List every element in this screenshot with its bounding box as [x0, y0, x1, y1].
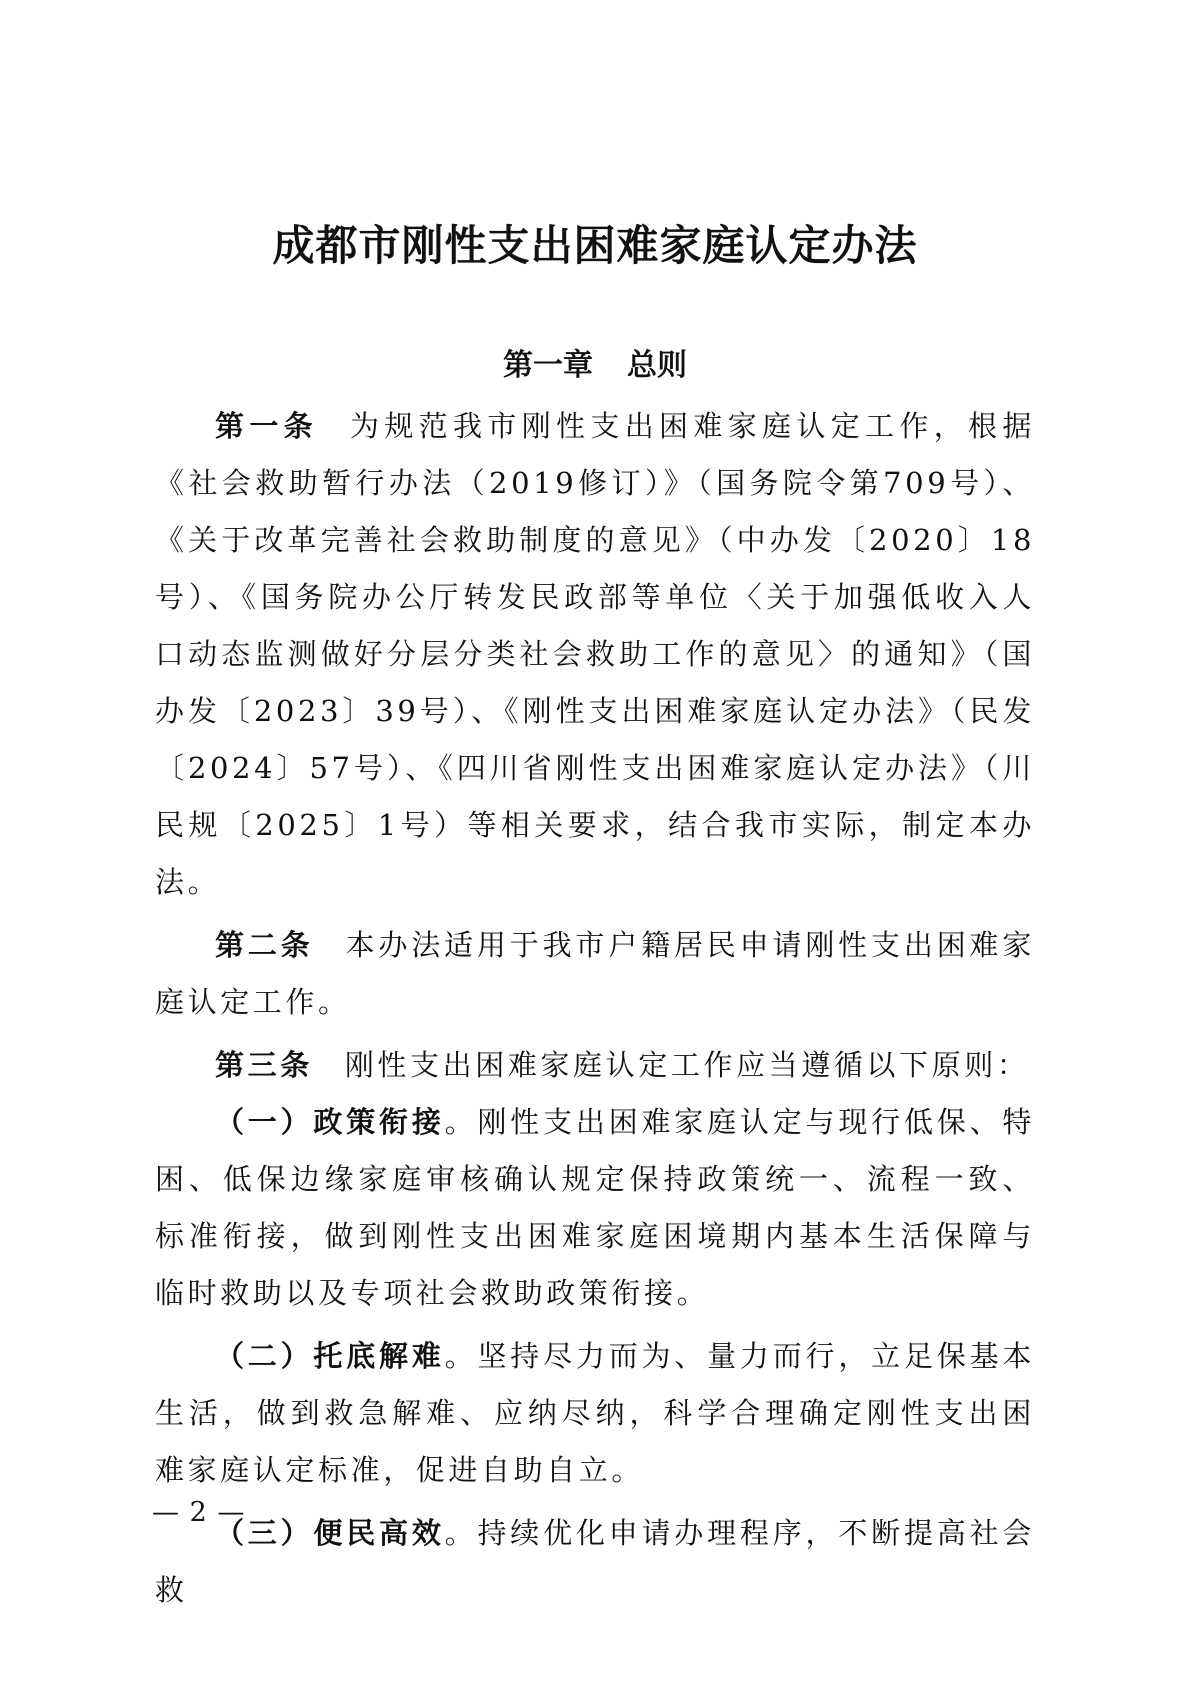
principle-text: 。坚持尽力而为、量力而行，立足保基本生活，做到救急解难、应纳尽纳，科学合理确定刚性支出困难家庭认定标准，促进自助自立。	[155, 1339, 1035, 1487]
article-text: 刚性支出困难家庭认定工作应当遵循以下原则：	[344, 1048, 1030, 1082]
principle-label: （二）托底解难	[215, 1339, 445, 1373]
principle-item-1	[155, 1094, 1035, 1322]
chapter-heading	[0, 344, 1190, 388]
document-title: 成都市刚性支出困难家庭认定办法	[272, 221, 918, 270]
article-label: 第三条	[215, 1048, 313, 1082]
principle-item-2	[155, 1328, 1035, 1499]
article-text: 为规范我市刚性支出困难家庭认定工作，根据《社会救助暂行办法（2019修订）》（国务院令第709号）、《关于改革完善社会救助制度的意见》（中办发〔2020〕18号）、《国务院办公厅转发民政部等单位〈关于加强低收入人口动态监测做好分层分类社会救助工作的意见〉的通知》（国办发〔2023〕39号）、《刚性支出困难家庭认定办法》（民发〔2024〕57号）、《四川省刚性支出困难家庭认定办法》（川民规〔2025〕1号）等相关要求，结合我市实际，制定本办法。	[155, 409, 1035, 899]
principle-item-3	[155, 1505, 1035, 1619]
article-label: 第二条	[215, 928, 314, 962]
article-2	[155, 917, 1035, 1031]
chapter-number: 第一章	[503, 348, 593, 383]
principle-text: 。持续优化申请办理程序，不断提高社会救	[155, 1516, 1035, 1607]
article-1	[155, 398, 1035, 911]
article-label: 第一条	[215, 409, 319, 443]
article-text: 本办法适用于我市户籍居民申请刚性支出困难家庭认定工作。	[155, 928, 1035, 1019]
principle-label: （三）便民高效	[215, 1516, 445, 1550]
article-3	[155, 1037, 1035, 1094]
principle-label: （一）政策衔接	[215, 1105, 445, 1139]
principle-text: 。刚性支出困难家庭认定与现行低保、特困、低保边缘家庭审核确认规定保持政策统一、流程一致、标准衔接，做到刚性支出困难家庭困境期内基本生活保障与临时救助以及专项社会救助政策衔接。	[155, 1105, 1035, 1310]
document-body	[155, 398, 1035, 1619]
page-number: — 2 —	[152, 1497, 246, 1528]
chapter-name: 总则	[627, 348, 687, 383]
